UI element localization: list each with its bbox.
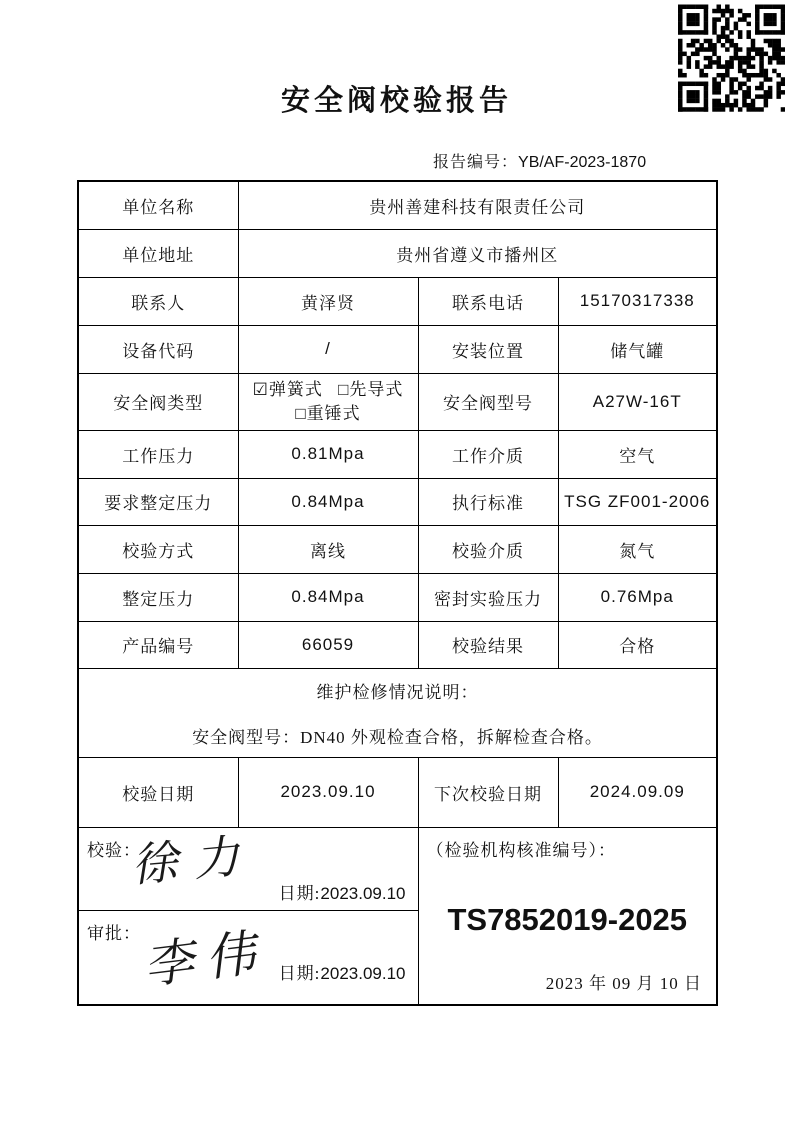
page-title: 安全阀校验报告 bbox=[280, 85, 512, 117]
required-set-pressure-label: 要求整定压力 bbox=[78, 478, 238, 525]
report-number-value: YB/AF-2023-1870 bbox=[518, 154, 647, 171]
calibration-date-label: 校验日期 bbox=[78, 757, 238, 827]
valve-type-value bbox=[238, 373, 418, 430]
phone-value: 15170317338 bbox=[558, 277, 717, 325]
valve-type-label: 安全阀类型 bbox=[78, 373, 238, 430]
device-code-value: / bbox=[238, 325, 418, 373]
valve-type-option-weight: □重锤式 bbox=[295, 403, 361, 423]
agency-cell bbox=[418, 827, 717, 1005]
table-row bbox=[78, 430, 717, 478]
report-table bbox=[77, 180, 718, 1006]
maintenance-note-heading: 维护检修情况说明： bbox=[316, 682, 479, 702]
next-calibration-date-value: 2024.09.09 bbox=[558, 757, 717, 827]
calibration-method-label: 校验方式 bbox=[78, 525, 238, 573]
checkbox-unchecked-icon: □ bbox=[338, 379, 350, 399]
approver-label: 审批： bbox=[87, 923, 141, 943]
valve-model-value: A27W-16T bbox=[558, 373, 717, 430]
report-number-line bbox=[433, 149, 646, 172]
required-set-pressure-value: 0.84Mpa bbox=[238, 478, 418, 525]
report-number-label: 报告编号： bbox=[433, 154, 519, 171]
set-pressure-value: 0.84Mpa bbox=[238, 573, 418, 621]
standard-label: 执行标准 bbox=[418, 478, 558, 525]
checkbox-checked-icon: ☑ bbox=[252, 379, 269, 399]
table-row bbox=[78, 229, 717, 277]
table-row bbox=[78, 827, 717, 910]
table-row bbox=[78, 478, 717, 525]
contact-label: 联系人 bbox=[78, 277, 238, 325]
unit-name-label: 单位名称 bbox=[78, 181, 238, 229]
install-location-value: 储气罐 bbox=[558, 325, 717, 373]
valve-model-label: 安全阀型号 bbox=[418, 373, 558, 430]
table-row bbox=[78, 373, 717, 430]
unit-address-label: 单位地址 bbox=[78, 229, 238, 277]
device-code-label: 设备代码 bbox=[78, 325, 238, 373]
result-label: 校验结果 bbox=[418, 621, 558, 668]
maintenance-note-text: 安全阀型号：DN40 外观检查合格，拆解检查合格。 bbox=[192, 727, 603, 747]
maintenance-note-cell bbox=[78, 668, 717, 757]
valve-type-option-spring: ☑弹簧式 bbox=[252, 379, 323, 399]
verifier-label: 校验： bbox=[87, 840, 141, 860]
calibration-medium-label: 校验介质 bbox=[418, 525, 558, 573]
set-pressure-label: 整定压力 bbox=[78, 573, 238, 621]
table-row bbox=[78, 668, 717, 757]
agency-label: （检验机构核准编号）： bbox=[426, 840, 616, 860]
verifier-date: 日期:2023.09.10 bbox=[278, 883, 406, 903]
agency-date: 2023 年 09 月 10 日 bbox=[545, 974, 702, 993]
working-pressure-label: 工作压力 bbox=[78, 430, 238, 478]
seal-test-pressure-value: 0.76Mpa bbox=[558, 573, 717, 621]
checkbox-unchecked-icon: □ bbox=[295, 403, 307, 423]
working-medium-label: 工作介质 bbox=[418, 430, 558, 478]
verifier-signature: 徐力 bbox=[129, 827, 258, 892]
unit-address-value: 贵州省遵义市播州区 bbox=[238, 229, 717, 277]
next-calibration-date-label: 下次校验日期 bbox=[418, 757, 558, 827]
table-row bbox=[78, 757, 717, 827]
table-row bbox=[78, 277, 717, 325]
phone-label: 联系电话 bbox=[418, 277, 558, 325]
working-pressure-value: 0.81Mpa bbox=[238, 430, 418, 478]
approver-date: 日期:2023.09.10 bbox=[278, 963, 406, 983]
agency-number: TS7852019-2025 bbox=[447, 901, 688, 937]
contact-value: 黄泽贤 bbox=[238, 277, 418, 325]
seal-test-pressure-label: 密封实验压力 bbox=[418, 573, 558, 621]
standard-value: TSG ZF001-2006 bbox=[558, 478, 717, 525]
verifier-cell bbox=[78, 827, 418, 910]
table-row bbox=[78, 573, 717, 621]
table-row bbox=[78, 181, 717, 229]
result-value: 合格 bbox=[558, 621, 717, 668]
calibration-date-value: 2023.09.10 bbox=[238, 757, 418, 827]
product-no-label: 产品编号 bbox=[78, 621, 238, 668]
install-location-label: 安装位置 bbox=[418, 325, 558, 373]
working-medium-value: 空气 bbox=[558, 430, 717, 478]
table-row bbox=[78, 325, 717, 373]
product-no-value: 66059 bbox=[238, 621, 418, 668]
calibration-medium-value: 氮气 bbox=[558, 525, 717, 573]
table-row bbox=[78, 621, 717, 668]
table-row bbox=[78, 525, 717, 573]
calibration-method-value: 离线 bbox=[238, 525, 418, 573]
approver-signature: 李伟 bbox=[140, 922, 271, 995]
valve-type-option-pilot: □先导式 bbox=[338, 379, 404, 399]
unit-name-value: 贵州善建科技有限责任公司 bbox=[238, 181, 717, 229]
approver-cell bbox=[78, 910, 418, 1005]
